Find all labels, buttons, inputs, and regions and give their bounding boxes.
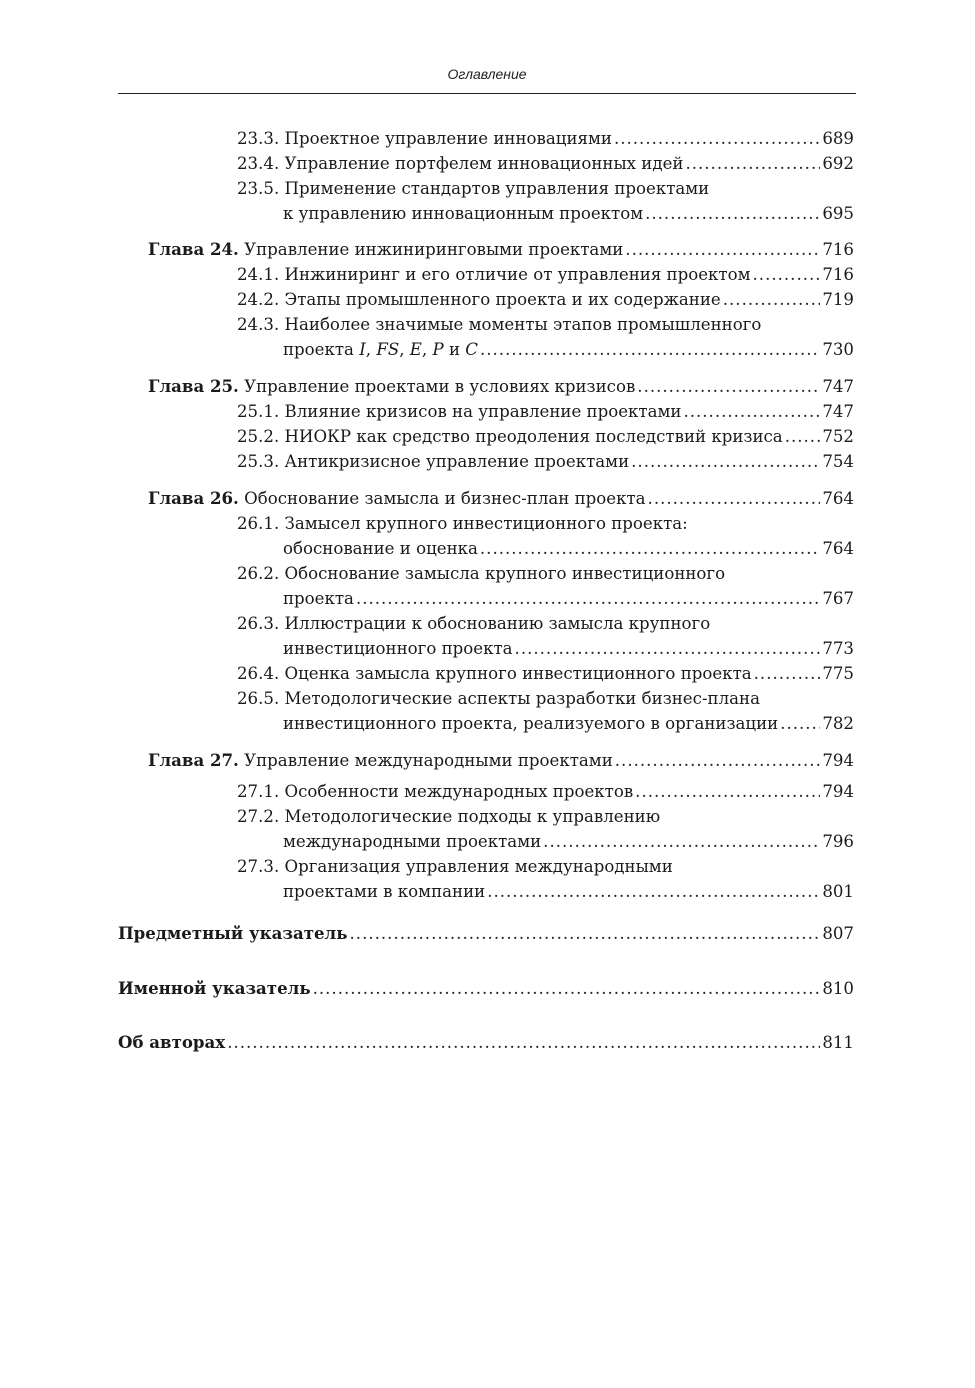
toc-chapter-27[interactable] [148,748,854,773]
chapter-label: Глава 27. [148,750,239,770]
stage-c: C [465,340,478,359]
toc-entry-24-2[interactable] [237,287,854,312]
dot-leader [685,151,820,176]
toc-title-cont: обоснование и оценка [283,539,478,558]
toc-num: 25.2. [237,427,280,446]
comma: , [399,340,405,359]
toc-entry-26-3-line1 [237,611,710,636]
toc-page: 796 [822,832,854,851]
toc-page: 754 [822,452,854,471]
toc-entry-26-1-line1 [237,511,688,536]
dot-leader [780,711,820,736]
toc-name-index[interactable] [118,976,854,1001]
toc-num: 26.5. [237,689,280,708]
chapter-label: Глава 24. [148,239,239,259]
dot-leader [631,449,820,474]
dot-leader [625,237,820,262]
toc-entry-27-3-line1 [237,854,673,879]
toc-title: Применение стандартов управления проектами [284,179,710,198]
dot-leader [515,636,821,661]
toc-entry-25-1[interactable] [237,399,854,424]
toc-title-cont: проектами в компании [283,882,486,901]
toc-entry-24-1[interactable] [237,262,854,287]
toc-num: 27.2. [237,807,280,826]
stage-e: E [409,340,422,359]
toc-entry-26-3[interactable] [283,636,854,661]
toc-title: НИОКР как средство преодоления последствий кризиса [284,427,783,446]
dot-leader [723,287,821,312]
toc-page: 811 [822,1033,854,1052]
toc-title: Этапы промышленного проекта и их содержание [284,290,721,309]
dot-leader [313,976,821,1001]
chapter-title: Обоснование замысла и бизнес-план проекта [244,489,646,508]
toc-num: 25.1. [237,402,280,421]
toc-entry-26-4[interactable] [237,661,854,686]
toc-num: 26.3. [237,614,280,633]
toc-page: 689 [822,129,854,148]
toc-num: 27.1. [237,782,280,801]
toc-entry-26-1[interactable] [283,536,854,561]
toc-title: Иллюстрации к обоснованию замысла крупного [284,614,711,633]
toc-title: Управление портфелем инновационных идей [284,154,684,173]
toc-title-cont: инвестиционного проекта, реализуемого в организации [283,714,779,733]
comma: , [365,340,372,359]
toc-entry-24-3[interactable] [283,337,854,362]
toc-page: 764 [822,489,854,508]
toc-title: Предметный указатель [118,923,348,943]
toc-title: Организация управления международными [284,857,673,876]
toc-page: 747 [822,377,854,396]
stage-p: P [432,340,444,359]
toc-title: Замысел крупного инвестиционного проекта: [284,514,688,533]
toc-num: 23.4. [237,154,280,173]
toc-entry-26-5[interactable] [283,711,854,736]
toc-title: Об авторах [118,1032,226,1052]
running-header: Оглавление [447,66,527,82]
header-rule [118,93,856,94]
toc-title: Особенности международных проектов [284,782,634,801]
toc-entry-23-5[interactable] [283,201,854,226]
toc-page: 794 [822,782,854,801]
toc-title: Обоснование замысла крупного инвестиционного [284,564,726,583]
chapter-label: Глава 25. [148,376,239,396]
toc-chapter-26[interactable] [148,486,854,511]
toc-title-cont: к управлению инновационным проектом [283,204,644,223]
dot-leader [615,748,821,773]
toc-entry-27-2-line1 [237,804,660,829]
toc-chapter-24[interactable] [148,237,854,262]
toc-num: 24.1. [237,265,280,284]
toc-num: 26.1. [237,514,280,533]
toc-page: 794 [822,751,854,770]
chapter-title: Управление инжиниринговыми проектами [244,240,624,259]
toc-page: 773 [822,639,854,658]
toc-num: 23.5. [237,179,280,198]
dot-leader [753,262,821,287]
stage-fs: FS [376,340,400,359]
toc-num: 23.3. [237,129,280,148]
chapter-title: Управление проектами в условиях кризисов [244,377,636,396]
toc-num: 26.2. [237,564,280,583]
toc-page: 752 [822,427,854,446]
toc-entry-27-1[interactable] [237,779,854,804]
chapter-label: Глава 26. [148,488,239,508]
toc-entry-26-5-line1 [237,686,760,711]
dot-leader [356,586,820,611]
toc-chapter-25[interactable] [148,374,854,399]
dot-leader [754,661,821,686]
toc-page: 747 [822,402,854,421]
chapter-title: Управление международными проектами [244,751,613,770]
dot-leader [683,399,820,424]
toc-num: 27.3. [237,857,280,876]
toc-title: Наиболее значимые моменты этапов промышленного [284,315,762,334]
toc-title-cont: проекта [283,340,354,359]
toc-entry-23-3[interactable] [237,126,854,151]
toc-page: 719 [822,290,854,309]
toc-page: 775 [822,664,854,683]
toc-page: 807 [822,924,854,943]
toc-page: 764 [822,539,854,558]
toc-entry-23-4[interactable] [237,151,854,176]
toc-entry-26-2-line1 [237,561,725,586]
toc-title-cont: инвестиционного проекта [283,639,513,658]
stage-i: I [359,340,366,359]
toc-page: 730 [822,340,854,359]
toc-page: 801 [822,882,854,901]
dot-leader [227,1030,820,1055]
toc-title-cont: международными проектами [283,832,542,851]
toc-title: Методологические подходы к управлению [284,807,661,826]
toc-authors[interactable] [118,1030,854,1055]
toc-entry-26-2[interactable] [283,586,854,611]
toc-title: Инжиниринг и его отличие от управления проектом [284,265,751,284]
toc-title: Именной указатель [118,978,311,998]
toc-subject-index[interactable] [118,921,854,946]
dot-leader [350,921,821,946]
dot-leader [487,879,820,904]
toc-entry-27-3[interactable] [283,879,854,904]
toc-title-cont: проекта [283,589,354,608]
toc-page: 810 [822,979,854,998]
comma: , [421,340,428,359]
toc-page: 692 [822,154,854,173]
toc-page: 716 [822,240,854,259]
dot-leader [645,201,820,226]
toc-title: Антикризисное управление проектами [284,452,630,471]
dot-leader [480,536,820,561]
toc-entry-23-5-line1 [237,176,709,201]
toc-title: Оценка замысла крупного инвестиционного проекта [284,664,752,683]
dot-leader [635,779,820,804]
toc-title: Проектное управление инновациями [284,129,612,148]
toc-num: 25.3. [237,452,280,471]
toc-title: Методологические аспекты разработки бизнес-плана [284,689,760,708]
toc-page: 695 [822,204,854,223]
dot-leader [614,126,820,151]
toc-num: 24.3. [237,315,280,334]
toc-page: 782 [822,714,854,733]
toc-entry-27-2[interactable] [283,829,854,854]
toc-entry-25-2[interactable] [237,424,854,449]
toc-title: Влияние кризисов на управление проектами [284,402,682,421]
toc-num: 24.2. [237,290,280,309]
conjunction: и [448,340,460,359]
toc-page: 767 [822,589,854,608]
toc-entry-24-3-line1 [237,312,761,337]
dot-leader [543,829,820,854]
dot-leader [637,374,820,399]
dot-leader [648,486,821,511]
toc-entry-25-3[interactable] [237,449,854,474]
toc-num: 26.4. [237,664,280,683]
dot-leader [480,337,820,362]
dot-leader [785,424,821,449]
toc-page: 716 [822,265,854,284]
